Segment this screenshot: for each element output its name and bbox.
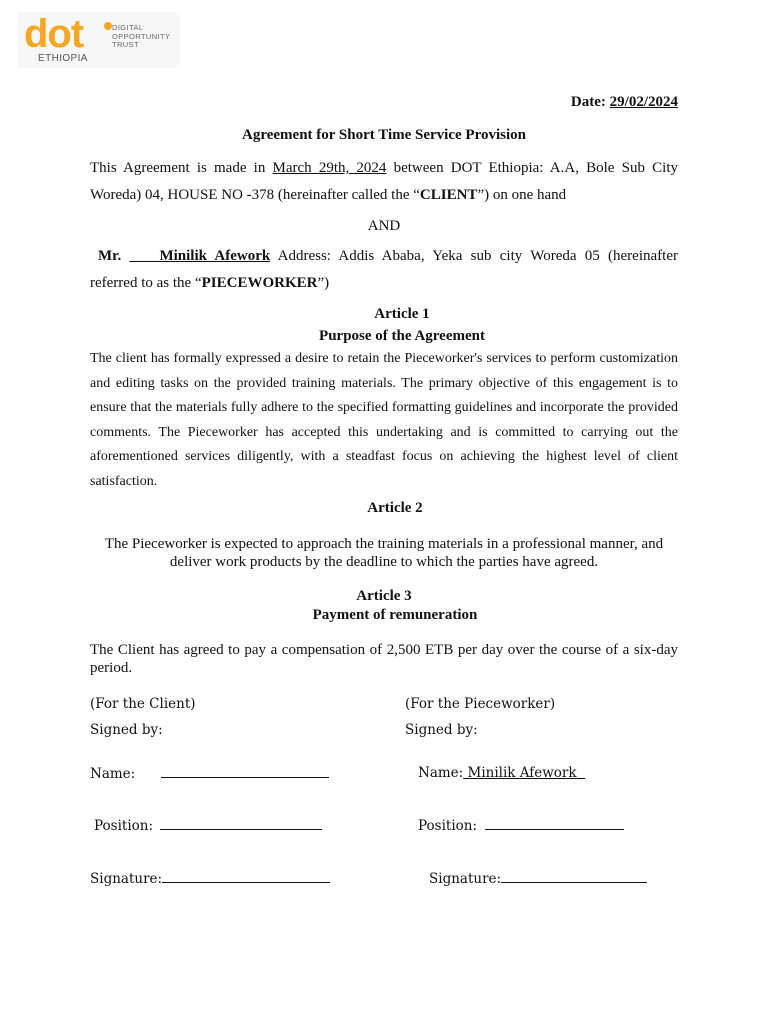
dot-ethiopia-logo bbox=[18, 12, 180, 68]
client-name-line bbox=[161, 765, 329, 778]
worker-position-field bbox=[418, 817, 624, 834]
worker-position-label: Position: bbox=[418, 818, 478, 834]
article-3-heading: Article 3 bbox=[356, 588, 412, 604]
and-separator: AND bbox=[367, 218, 401, 234]
logo-mark: dot bbox=[24, 12, 84, 56]
article-3-body: The Client has agreed to pay a compensation of 2,500 ETB per day over the course of a six-day period. bbox=[90, 642, 678, 676]
logo-country: ETHIOPIA bbox=[38, 53, 88, 64]
client-position-line bbox=[160, 817, 322, 830]
date-label: Date: bbox=[570, 94, 606, 110]
document-date bbox=[571, 94, 678, 111]
client-name-label: Name: bbox=[90, 766, 136, 782]
article-2-heading: Article 2 bbox=[367, 500, 423, 516]
client-signature-text: Signature: bbox=[90, 871, 163, 887]
worker-paragraph: Mr. ____Minilik Afework Address: Addis Ababa, Yeka sub city Woreda 05 (hereinafter referred to as the “PIECEWORKER”) bbox=[90, 248, 678, 291]
worker-signature-line bbox=[501, 870, 647, 883]
article-2-body: The Pieceworker is expected to approach the training materials in a professional manner, and deliver work products by the deadline to which the parties have agreed. bbox=[104, 536, 664, 570]
article-3-subheading: Payment of remuneration bbox=[312, 607, 478, 623]
client-signature-field bbox=[90, 870, 330, 887]
intro-paragraph: This Agreement is made in March 29th, 2024 between DOT Ethiopia: A.A, Bole Sub City Woreda) 04, HOUSE NO -378 (hereinafter called the “CLIENT”) on one hand bbox=[90, 160, 678, 203]
client-term: CLIENT bbox=[419, 187, 478, 203]
document-title: Agreement for Short Time Service Provision bbox=[242, 127, 526, 143]
client-name-field bbox=[90, 765, 329, 782]
article-1-heading: Article 1 bbox=[374, 306, 430, 322]
article-1-subheading: Purpose of the Agreement bbox=[319, 328, 485, 344]
client-signature-label: (For the Client) bbox=[90, 696, 196, 712]
logo-tagline: DIGITAL OPPORTUNITY TRUST bbox=[112, 23, 171, 49]
worker-name-value: Minilik Afework bbox=[463, 765, 586, 781]
worker-signature-text: Signature: bbox=[429, 871, 502, 887]
client-signature-line bbox=[162, 870, 330, 883]
date-value: 29/02/2024 bbox=[609, 94, 678, 110]
pieceworker-term: PIECEWORKER bbox=[201, 275, 318, 291]
client-position-label: Position: bbox=[94, 818, 154, 834]
agreement-date: March 29th, 2024 bbox=[272, 160, 387, 176]
client-signed-by: Signed by: bbox=[90, 722, 163, 738]
worker-signature-label: (For the Pieceworker) bbox=[405, 696, 556, 712]
worker-name: ____Minilik Afework bbox=[129, 248, 271, 264]
article-1-body: The client has formally expressed a desire to retain the Pieceworker's services to perform customization and editing tasks on the provided training materials. The primary objective of this engagement is to ensure that the materials fully adhere to the specified formatting guidelines and incorporate the provided comments. The Pieceworker has accepted this undertaking and is committed to carrying out the aforementioned services diligently, with a steadfast focus on achieving the highest level of client satisfaction. bbox=[90, 351, 678, 489]
worker-signed-by: Signed by: bbox=[405, 722, 478, 738]
worker-name-label: Name: bbox=[418, 765, 464, 781]
worker-signature-field bbox=[429, 870, 647, 887]
worker-name-field bbox=[418, 765, 585, 781]
worker-position-line bbox=[485, 817, 624, 830]
client-position-field bbox=[94, 817, 322, 834]
logo-dot-icon bbox=[104, 22, 112, 30]
